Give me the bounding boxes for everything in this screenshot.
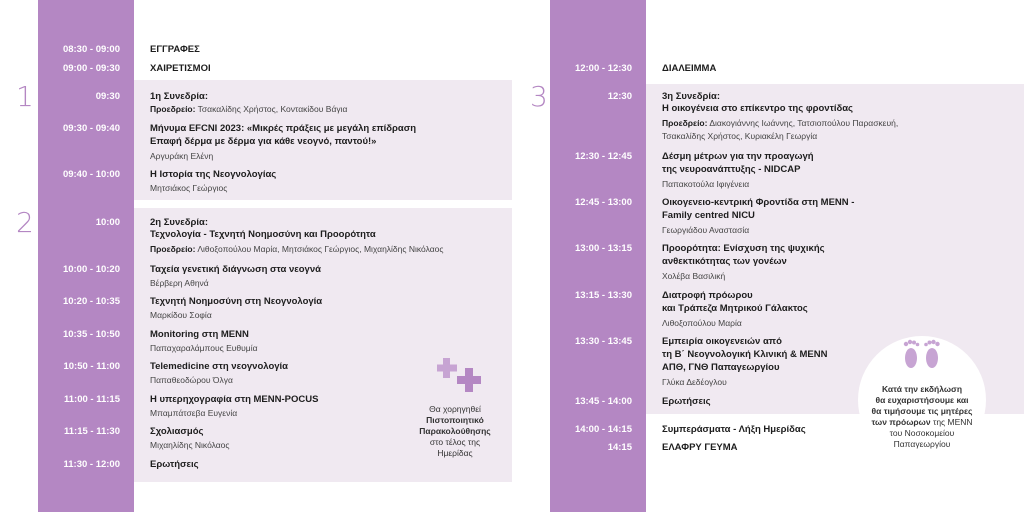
title-lunch: ΕΛΑΦΡΥ ΓΕΥΜΑ xyxy=(662,442,738,453)
title-experience-3: ΑΠΘ, ΓΝΘ Παπαγεωργίου xyxy=(662,362,780,373)
title-resilience-2: ανθεκτικότητας των γονέων xyxy=(662,256,787,267)
time-nutrition: 13:15 - 13:30 xyxy=(574,290,632,301)
title-family: Οικογενειο-κεντρική Φροντίδα στη ΜΕΝΝ - xyxy=(662,197,855,208)
speaker-genetic: Βέρβερη Αθηνά xyxy=(150,278,209,288)
session1-chair: Προεδρείο: Τσακαλίδης Χρήστος, Κοντακίδου Βάγια xyxy=(150,104,348,114)
time-comments: 11:15 - 11:30 xyxy=(64,426,120,437)
title-comments: Σχολιασμός xyxy=(150,426,204,437)
session3-chair: Προεδρείο: Διακογιάννης Ιωάννης, Τατσιοπούλου Παρασκευή, xyxy=(662,118,899,128)
time-conclusions: 14:00 - 14:15 xyxy=(574,424,632,435)
speaker-monitoring: Παπαχαραλάμπους Ευθυμία xyxy=(150,343,258,353)
title-resilience: Προορότητα: Ενίσχυση της ψυχικής xyxy=(662,243,825,254)
title-efcni: Μήνυμα EFCNI 2023: «Μικρές πράξεις με μεγάλη επίδραση xyxy=(150,123,417,134)
section-number-3: 3 xyxy=(530,80,548,113)
time-lunch: 14:15 xyxy=(607,442,632,453)
speaker-efcni: Αργυράκη Ελένη xyxy=(150,151,214,161)
speaker-history: Μητσιάκος Γεώργιος xyxy=(150,183,228,193)
speaker-pocus: Μπαμπάτσεβα Ευγενία xyxy=(150,408,238,418)
section-number-2: 2 xyxy=(16,206,34,239)
time-registration: 08:30 - 09:00 xyxy=(62,44,120,55)
speaker-ai: Μαρκίδου Σοφία xyxy=(150,310,212,320)
title-genetic: Ταχεία γενετική διάγνωση στα νεογνά xyxy=(150,264,321,275)
time-telemedicine: 10:50 - 11:00 xyxy=(63,361,120,372)
speaker-telemedicine: Παπαθεοδώρου Όλγα xyxy=(150,375,233,385)
time-history: 09:40 - 10:00 xyxy=(62,169,120,180)
title-nutrition-2: και Τράπεζα Μητρικού Γάλακτος xyxy=(662,303,808,314)
time-pocus: 11:00 - 11:15 xyxy=(64,394,120,405)
speaker-resilience: Χολέβα Βασιλική xyxy=(662,271,726,281)
session2-title-2: Τεχνολογία - Τεχνητή Νοημοσύνη και Προορότητα xyxy=(150,229,376,240)
session2-title: 2η Συνεδρία: xyxy=(150,217,209,228)
title-experience-2: τη Β΄ Νεογνολογική Κλινική & ΜΕΝΝ xyxy=(662,349,828,360)
session3-title: 3η Συνεδρία: xyxy=(662,91,721,102)
certificate-note: Θα χορηγηθεί Πιστοποιητικό Παρακολούθησης στο τέλος της Ημερίδας xyxy=(419,404,491,458)
section-number-1: 1 xyxy=(16,80,34,113)
session3-title-2: Η οικογένεια στο επίκεντρο της φροντίδας xyxy=(662,103,853,114)
time-welcome: 09:00 - 09:30 xyxy=(62,63,120,74)
session1-title: 1η Συνεδρία: xyxy=(150,91,209,102)
baby-feet-icon xyxy=(898,336,946,370)
title-nidcap: Δέσμη μέτρων για την προαγωγή xyxy=(662,151,814,162)
title-history: Η Ιστορία της Νεογνολογίας xyxy=(150,169,277,180)
title-questions-right: Ερωτήσεις xyxy=(662,396,711,407)
time-ai: 10:20 - 10:35 xyxy=(62,296,120,307)
session2-chair: Προεδρείο: Λιθοξοπούλου Μαρία, Μητσιάκος Γεώργιος, Μιχαηλίδης Νικόλαος xyxy=(150,244,444,254)
title-welcome: ΧΑΙΡΕΤΙΣΜΟΙ xyxy=(150,63,211,74)
session3-chair-2: Τσακαλίδης Χρήστος, Κυριακέλη Γεωργία xyxy=(662,131,818,141)
honor-note: Κατά την εκδήλωση θα ευχαριστήσουμε και θα τιμήσουμε τις μητέρες των πρόωρων της ΜΕΝΝ του Νοσοκομείου Παπαγεωργίου xyxy=(871,384,973,449)
right-time-bar xyxy=(550,0,646,512)
title-nutrition: Διατροφή πρόωρου xyxy=(662,290,753,301)
title-family-2: Family centred NICU xyxy=(662,210,755,221)
speaker-nutrition: Λιθοξοπούλου Μαρία xyxy=(662,318,742,328)
title-registration: ΕΓΓΡΑΦΕΣ xyxy=(150,44,200,55)
time-break: 12:00 - 12:30 xyxy=(574,63,632,74)
time-efcni: 09:30 - 09:40 xyxy=(62,123,120,134)
time-session1: 09:30 xyxy=(95,91,120,102)
time-nidcap: 12:30 - 12:45 xyxy=(574,151,632,162)
title-efcni-2: Επαφή δέρμα με δέρμα για κάθε νεογνό, παντού!» xyxy=(150,136,377,147)
speaker-experience: Γλύκα Δεδέογλου xyxy=(662,377,727,387)
plus-icon xyxy=(437,358,485,394)
title-pocus: Η υπερηχογραφία στη ΜΕΝΝ-POCUS xyxy=(150,394,319,405)
time-session2: 10:00 xyxy=(95,217,120,228)
time-family: 12:45 - 13:00 xyxy=(574,197,632,208)
title-questions-left: Ερωτήσεις xyxy=(150,459,199,470)
time-resilience: 13:00 - 13:15 xyxy=(574,243,632,254)
title-conclusions: Συμπεράσματα - Λήξη Ημερίδας xyxy=(662,424,806,435)
speaker-comments: Μιχαηλίδης Νικόλαος xyxy=(150,440,230,450)
title-nidcap-2: της νευροανάπτυξης - NIDCAP xyxy=(662,164,801,175)
time-session3: 12:30 xyxy=(607,91,632,102)
time-monitoring: 10:35 - 10:50 xyxy=(62,329,120,340)
title-telemedicine: Telemedicine στη νεογνολογία xyxy=(150,361,289,372)
time-genetic: 10:00 - 10:20 xyxy=(62,264,120,275)
title-ai: Τεχνητή Νοημοσύνη στη Νεογνολογία xyxy=(150,296,323,307)
speaker-nidcap: Παπακοτούλα Ιφιγένεια xyxy=(662,179,750,189)
title-experience: Εμπειρία οικογενειών από xyxy=(662,336,782,347)
title-monitoring: Monitoring στη ΜΕΝΝ xyxy=(150,329,249,340)
time-experience: 13:30 - 13:45 xyxy=(574,336,632,347)
time-questions-left: 11:30 - 12:00 xyxy=(63,459,120,470)
time-questions-right: 13:45 - 14:00 xyxy=(574,396,632,407)
title-break: ΔΙΑΛΕΙΜΜΑ xyxy=(662,63,717,74)
speaker-family: Γεωργιάδου Αναστασία xyxy=(662,225,750,235)
